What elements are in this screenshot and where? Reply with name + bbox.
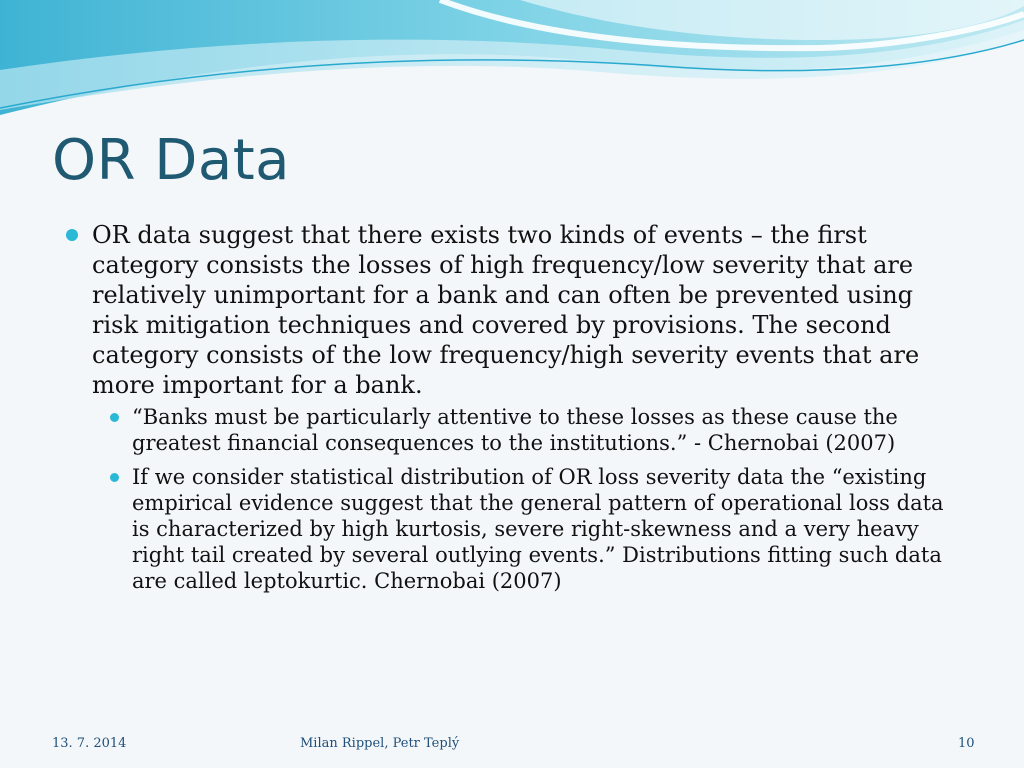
sub-bullet-item xyxy=(108,464,964,594)
bullet-dot-icon xyxy=(110,473,119,482)
sub-bullet-item xyxy=(108,404,964,456)
header-wave-decoration xyxy=(0,0,1024,120)
sub-bullet-text: “Banks must be particularly attentive to these losses as these cause the greatest financial consequences to the institutions.” - Chernobai (2007) xyxy=(132,405,898,455)
bullet-text: OR data suggest that there exists two kinds of events – the first category consists the losses of high frequency/low severity that are relatively unimportant for a bank and can often be prevented using risk mitigation techniques and covered by provisions. The second category consists of the low frequency/high severity events that are more important for a bank. xyxy=(92,221,920,399)
slide-content xyxy=(64,220,964,594)
footer-date: 13. 7. 2014 xyxy=(52,736,127,751)
bullet-dot-icon xyxy=(66,229,78,241)
footer-authors: Milan Rippel, Petr Teplý xyxy=(300,736,460,751)
bullet-dot-icon xyxy=(110,413,119,422)
sub-bullet-text: If we consider statistical distribution of OR loss severity data the “existing empirical evidence suggest that the general pattern of operational loss data is characterized by high kurtosis, severe right-skewness and a very heavy right tail created by several outlying events.” Distributions fitting such data are called leptokurtic. Chernobai (2007) xyxy=(132,465,944,593)
bullet-item xyxy=(64,220,964,400)
footer-page-number: 10 xyxy=(958,736,975,751)
slide-title: OR Data xyxy=(52,128,290,193)
